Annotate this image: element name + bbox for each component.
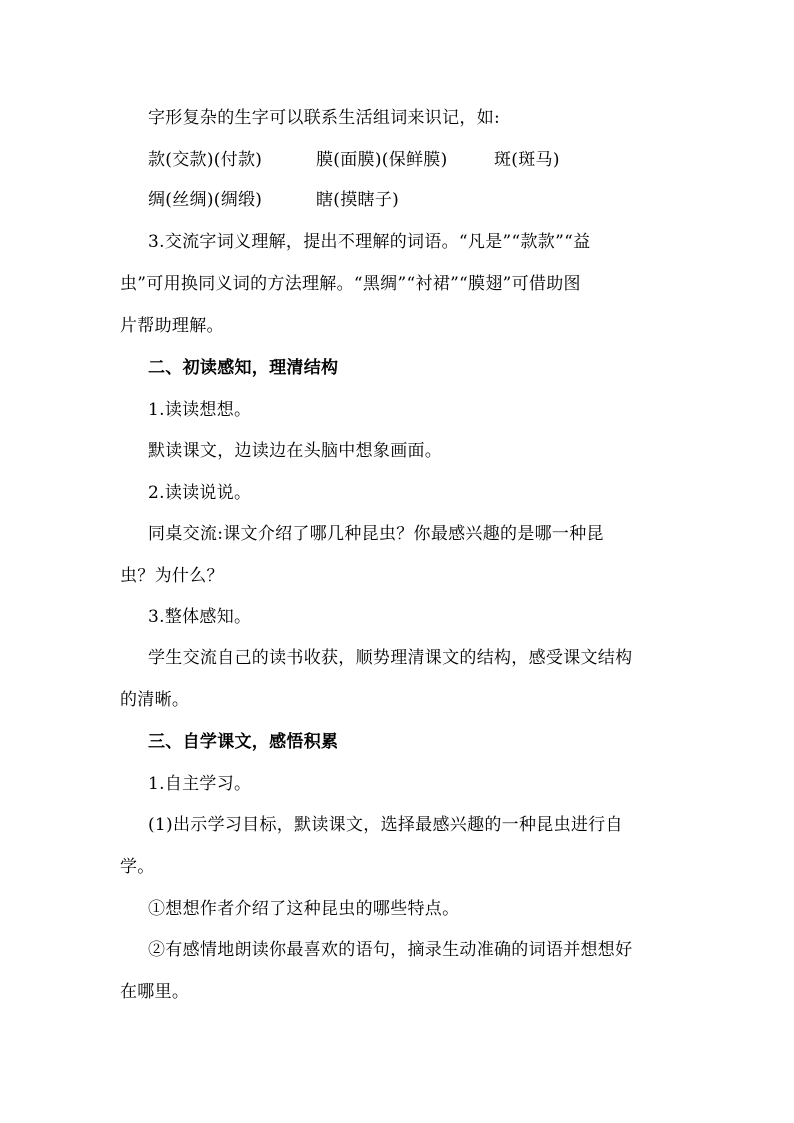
paragraph-line: (1)出示学习目标，默读课文，选择最感兴趣的一种昆虫进行自 [148,815,623,835]
section-heading: 三、自学课文，感悟积累 [148,732,339,752]
word-examples-row [148,190,708,210]
word-examples-row [148,150,708,170]
paragraph-line: 虫”可用换同义词的方法理解。“黑绸”“衬裙”“膜翅”可借助图 [120,274,581,294]
paragraph-line: 1.读读想想。 [148,400,252,420]
section-heading: 二、初读感知，理清结构 [148,358,339,378]
paragraph-line: 同桌交流:课文介绍了哪几种昆虫？你最感兴趣的是哪一种昆 [148,524,604,544]
paragraph-line: 在哪里。 [120,982,190,1002]
paragraph-line: 字形复杂的生字可以联系生活组词来识记，如: [148,108,501,128]
paragraph-line: 2.读读说说。 [148,483,252,503]
word-example: 瞎(摸瞎子) [316,190,400,210]
word-example: 斑(斑马) [494,150,560,170]
word-example: 膜(面膜)(保鲜膜) [316,150,448,170]
word-example: 绸(丝绸)(绸缎) [148,190,263,210]
paragraph-line: 片帮助理解。 [120,316,224,336]
paragraph-line: 1.自主学习。 [148,774,252,794]
paragraph-line: 学生交流自己的读书收获，顺势理清课文的结构，感受课文结构 [148,648,633,668]
paragraph-line: ①想想作者介绍了这种昆虫的哪些特点。 [148,899,460,919]
paragraph-line: 的清晰。 [120,690,190,710]
paragraph-line: 3.交流字词义理解，提出不理解的词语。“凡是”“款款”“益 [148,232,591,252]
paragraph-line: ②有感情地朗读你最喜欢的语句，摘录生动准确的词语并想想好 [148,940,633,960]
paragraph-line: 虫？为什么？ [120,566,224,586]
paragraph-line: 学。 [120,857,155,877]
paragraph-line: 3.整体感知。 [148,607,252,627]
paragraph-line: 默读课文，边读边在头脑中想象画面。 [148,441,443,461]
word-example: 款(交款)(付款) [148,150,263,170]
